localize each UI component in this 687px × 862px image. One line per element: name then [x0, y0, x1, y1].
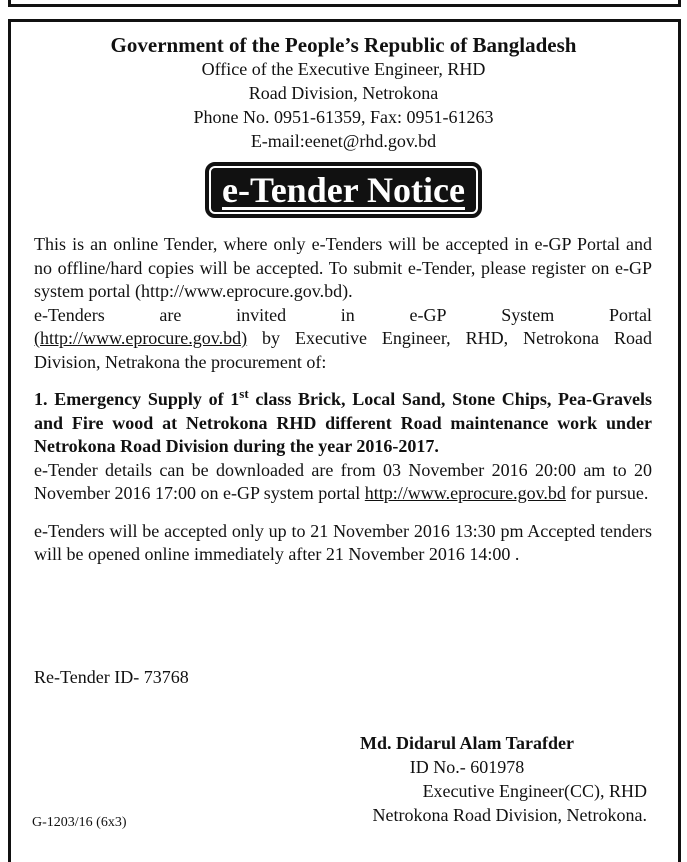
- eprocure-link[interactable]: (http://www.eprocure.gov.bd): [34, 328, 248, 348]
- signatory-name: Md. Didarul Alam Tarafder: [359, 733, 574, 753]
- retender-id: Re-Tender ID- 73768: [34, 667, 189, 687]
- signature-block: [287, 731, 647, 827]
- notice-title: e-Tender Notice: [222, 170, 465, 210]
- invite-word: invited: [236, 304, 287, 325]
- spacer: [34, 374, 652, 388]
- invite-word: e-GP: [409, 304, 447, 325]
- invite-word: Portal: [608, 304, 652, 325]
- acceptance-paragraph: e-Tenders will be accepted only up to 21 November 2016 13:30 pm Accepted tenders will be opened online immediately after 21 November 2016 14:00 .: [34, 520, 652, 564]
- phone-fax: Phone No. 0951-61359, Fax: 0951-61263: [193, 107, 494, 127]
- letterhead: [0, 33, 687, 153]
- intro-paragraph: This is an online Tender, where only e-Tenders will be accepted in e-GP Portal and no offline/hard copies will be accepted. To submit e-Tender, please register on e-GP system portal (http://www.eprocure.gov.bd).: [34, 234, 652, 301]
- details-text: e-Tender details can be downloaded are from 03 November 2016 20:00 am to 20 November 2016 17:00 on e-GP system portal: [34, 459, 652, 503]
- signatory-designation: Executive Engineer(CC), RHD: [422, 781, 647, 801]
- invite-word: System: [501, 304, 555, 325]
- procurement-item: [34, 388, 652, 459]
- item-superscript: st: [239, 386, 249, 401]
- invitation-line: [34, 304, 652, 328]
- item-prefix: 1. Emergency Supply of 1: [34, 389, 240, 409]
- email-address: E-mail:eenet@rhd.gov.bd: [250, 131, 437, 151]
- top-border-box: [8, 0, 681, 7]
- invite-word: e-Tenders: [34, 304, 105, 325]
- notice-title-wrap: [0, 162, 687, 218]
- reference-code: G-1203/16 (6x3): [32, 815, 127, 830]
- invitation-paragraph: [34, 327, 652, 374]
- details-link[interactable]: http://www.eprocure.gov.bd: [364, 483, 566, 503]
- office-name: Office of the Executive Engineer, RHD: [201, 59, 486, 79]
- item-description: class Brick, Local Sand, Stone Chips, Pea-Gravels and Fire wood at Netrokona RHD different Road maintenance work under Netrokona Road Division during the year 2016-2017.: [34, 389, 652, 456]
- spacer: [34, 506, 652, 520]
- invite-word: in: [340, 304, 355, 325]
- signatory-office: Netrokona Road Division, Netrokona.: [372, 805, 647, 825]
- government-title: Government of the People’s Republic of Bangladesh: [110, 33, 577, 57]
- details-paragraph: [34, 459, 652, 506]
- notice-body: [34, 233, 652, 567]
- invitation-rest: by Executive Engineer, RHD, Netrokona Road Division, Netrakona the procurement of:: [34, 328, 652, 372]
- signatory-id: ID No.- 601978: [409, 757, 525, 777]
- notice-title-badge: [205, 162, 482, 218]
- details-tail: for pursue.: [565, 483, 649, 503]
- invite-word: are: [159, 304, 182, 325]
- division-name: Road Division, Netrokona: [248, 83, 439, 103]
